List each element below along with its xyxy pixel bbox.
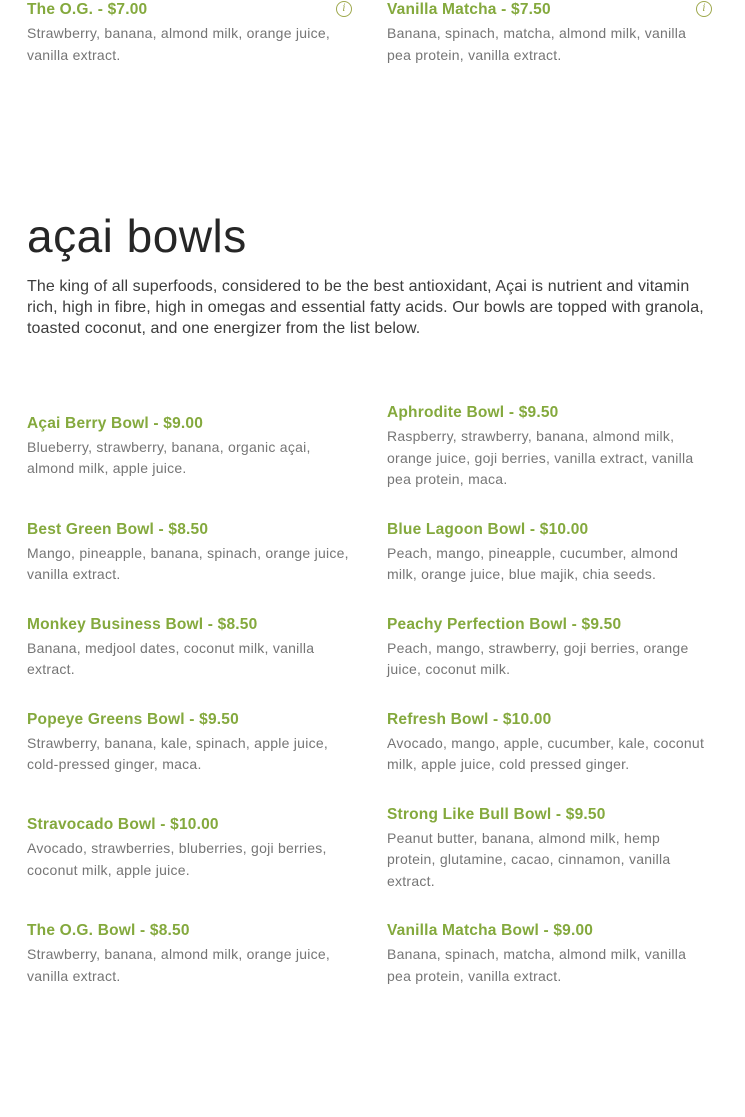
menu-item-popeye-greens-bowl	[27, 710, 352, 776]
item-description: Mango, pineapple, banana, spinach, orange juice, vanilla extract.	[27, 544, 349, 582]
menu-item-stravocado-bowl	[27, 815, 352, 881]
menu-item-the-og	[27, 0, 352, 66]
page-title: açai bowls	[27, 210, 247, 262]
item-title: Refresh Bowl - $10.00	[387, 710, 552, 728]
menu-item-monkey-business-bowl	[27, 615, 352, 681]
item-title: Popeye Greens Bowl - $9.50	[27, 710, 239, 728]
item-title: Blue Lagoon Bowl - $10.00	[387, 520, 589, 538]
item-description: Banana, medjool dates, coconut milk, vanilla extract.	[27, 639, 315, 677]
item-title: The O.G. - $7.00	[27, 1, 148, 18]
item-title: Aphrodite Bowl - $9.50	[387, 404, 559, 421]
menu-item-aphrodite-bowl	[387, 403, 712, 491]
menu-item-acai-berry-bowl	[27, 414, 352, 480]
menu-item-refresh-bowl	[387, 710, 712, 776]
item-title: Açai Berry Bowl - $9.00	[27, 414, 204, 432]
item-title: Vanilla Matcha - $7.50	[387, 1, 551, 18]
item-header	[387, 0, 712, 23]
item-description: Banana, spinach, matcha, almond milk, vanilla pea protein, vanilla extract.	[387, 946, 687, 984]
item-title: Strong Like Bull Bowl - $9.50	[387, 805, 606, 823]
menu-item-blue-lagoon-bowl	[387, 520, 712, 586]
item-title: Best Green Bowl - $8.50	[27, 520, 209, 538]
item-title: Stravocado Bowl - $10.00	[27, 816, 219, 834]
section-intro: The king of all superfoods, considered to be the best antioxidant, Açai is nutrient and vitamin rich, high in fibre, high in omegas and essential fatty acids. Our bowls are topped with granola, toasted coconut, and one energizer from the list below.	[27, 278, 704, 337]
item-title: Peachy Perfection Bowl - $9.50	[387, 615, 622, 633]
item-description: Avocado, strawberries, bluberries, goji berries, coconut milk, apple juice.	[27, 840, 327, 878]
item-title: The O.G. Bowl - $8.50	[27, 922, 190, 939]
smoothies-grid-tail	[27, 0, 712, 66]
item-description: Blueberry, strawberry, banana, organic açai, almond milk, apple juice.	[27, 438, 311, 477]
menu-item-peachy-perfection-bowl	[387, 615, 712, 681]
item-title: Monkey Business Bowl - $8.50	[27, 615, 258, 633]
info-icon[interactable]: i	[696, 1, 712, 17]
item-header	[27, 0, 352, 23]
item-description: Peach, mango, pineapple, cucumber, almond milk, orange juice, blue majik, chia seeds.	[387, 544, 679, 582]
menu-item-strong-like-bull-bowl	[387, 805, 712, 893]
item-description: Strawberry, banana, kale, spinach, apple juice, cold-pressed ginger, maca.	[27, 734, 328, 772]
item-description: Banana, spinach, matcha, almond milk, vanilla pea protein, vanilla extract.	[387, 25, 687, 63]
menu-item-vanilla-matcha-bowl	[387, 921, 712, 987]
item-title: Vanilla Matcha Bowl - $9.00	[387, 922, 594, 939]
menu-item-vanilla-matcha	[387, 0, 712, 66]
item-description: Peach, mango, strawberry, goji berries, orange juice, coconut milk.	[387, 639, 689, 677]
item-description: Peanut butter, banana, almond milk, hemp protein, glutamine, cacao, cinnamon, vanilla extract.	[387, 829, 671, 889]
menu-item-best-green-bowl	[27, 520, 352, 586]
menu-item-the-og-bowl	[27, 921, 352, 987]
bowls-grid	[27, 403, 712, 987]
item-description: Raspberry, strawberry, banana, almond milk, orange juice, goji berries, vanilla extract, vanilla pea protein, maca.	[387, 428, 694, 487]
info-icon[interactable]: i	[336, 1, 352, 17]
item-description: Strawberry, banana, almond milk, orange juice, vanilla extract.	[27, 946, 331, 984]
item-description: Avocado, mango, apple, cucumber, kale, coconut milk, apple juice, cold pressed ginger.	[387, 734, 705, 772]
item-description: Strawberry, banana, almond milk, orange juice, vanilla extract.	[27, 25, 331, 63]
